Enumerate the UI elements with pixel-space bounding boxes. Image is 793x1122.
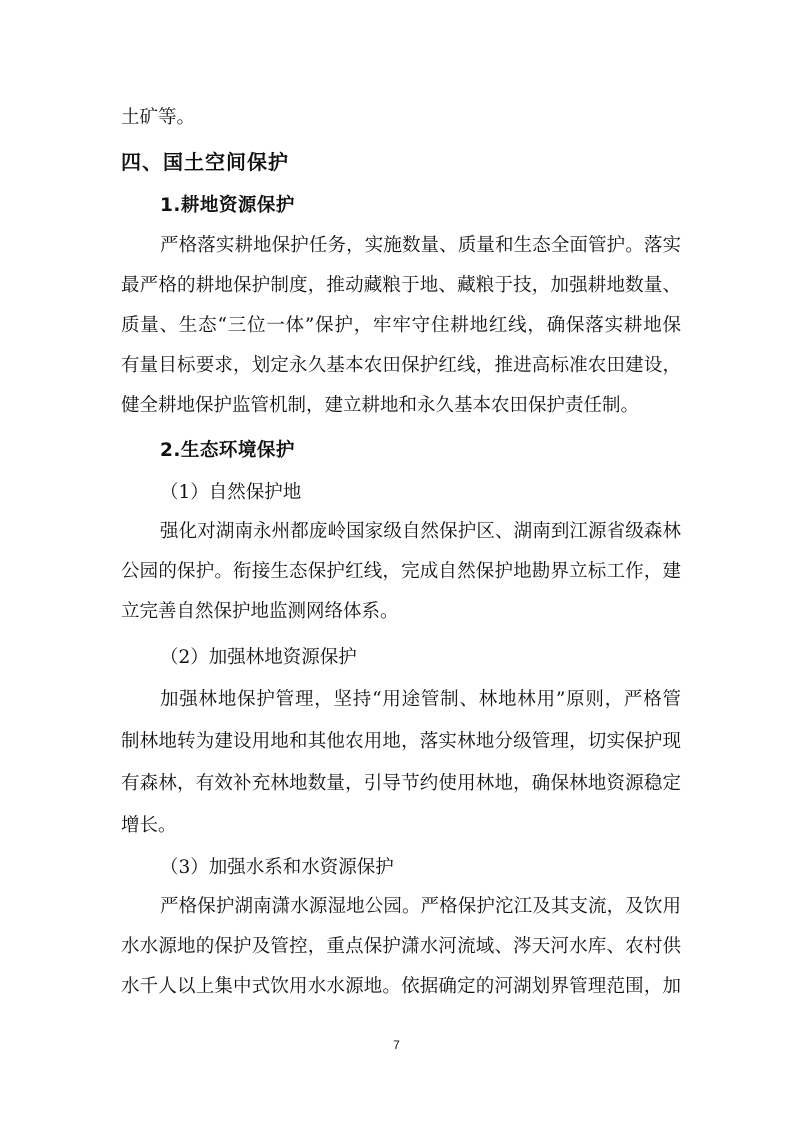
continued-paragraph-line: 土矿等。 (121, 107, 196, 128)
paragraph-line: 有森林，有效补充林地数量，引导节约使用林地，确保林地资源稳定 (121, 773, 681, 794)
paragraph-line: 严格保护湖南潇水源湿地公园。严格保护沱江及其支流，及饮用 (160, 896, 681, 917)
paragraph-line: 立完善自然保护地监测网络体系。 (121, 601, 399, 622)
paragraph-line: 增长。 (121, 815, 177, 836)
paragraph-line: 有量目标要求，划定永久基本农田保护红线，推进高标准农田建设， (121, 355, 681, 376)
paragraph-line: 加强林地保护管理，坚持“用途管制、林地林用”原则，严格管 (160, 689, 681, 710)
paragraph-line: 制林地转为建设用地和其他农用地，落实林地分级管理，切实保护现 (121, 731, 681, 752)
paragraph-line: 质量、生态“三位一体”保护，牢牢守住耕地红线，确保落实耕地保 (121, 315, 681, 336)
page-number: 7 (393, 1038, 400, 1052)
paragraph-line: 严格落实耕地保护任务，实施数量、质量和生态全面管护。落实 (160, 235, 681, 256)
paragraph-line: 水千人以上集中式饮用水水源地。依据确定的河湖划界管理范围，加 (121, 976, 681, 997)
paragraph-line: 强化对湖南永州都庞岭国家级自然保护区、湖南到江源省级森林 (160, 521, 681, 542)
paragraph-line: 最严格的耕地保护制度，推动藏粮于地、藏粮于技，加强耕地数量、 (121, 275, 681, 296)
item-title-water: （3）加强水系和水资源保护 (160, 857, 394, 878)
subsection-heading-farmland: 1.耕地资源保护 (160, 195, 295, 216)
subsection-heading-ecology: 2.生态环境保护 (160, 440, 295, 461)
paragraph-line: 水水源地的保护及管控，重点保护潇水河流域、涔天河水库、农村供 (121, 936, 681, 957)
section-heading: 四、国土空间保护 (121, 150, 289, 174)
paragraph-line: 公园的保护。衔接生态保护红线，完成自然保护地勘界立标工作，建 (121, 561, 681, 582)
item-title-forest: （2）加强林地资源保护 (160, 647, 357, 668)
paragraph-line: 健全耕地保护监管机制，建立耕地和永久基本农田保护责任制。 (121, 395, 640, 416)
item-title-nature-reserve: （1）自然保护地 (160, 482, 302, 503)
